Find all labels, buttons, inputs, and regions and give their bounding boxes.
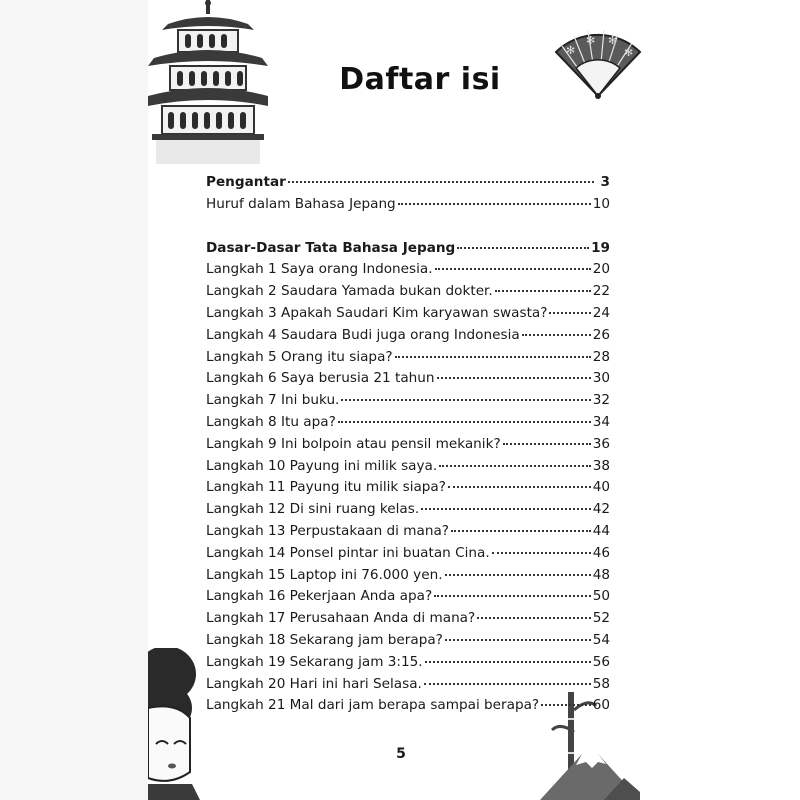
toc-entry-label: Langkah 13 Perpustakaan di mana? [206,522,450,539]
page-title: Daftar isi [339,62,501,97]
toc-entry-label: Langkah 20 Hari ini hari Selasa. [206,675,422,692]
table-of-contents [206,174,610,719]
toc-entry [206,261,610,283]
toc-entry [206,370,610,392]
toc-entry-page: 24 [592,304,610,321]
section-gap [206,218,610,240]
toc-entry [206,414,610,436]
svg-text:✻: ✻ [624,46,634,59]
toc-entry [206,523,610,545]
toc-entry-label: Dasar-Dasar Tata Bahasa Jepang [206,239,456,256]
dot-leader [434,595,591,597]
dot-leader [288,181,594,183]
toc-entry-label: Langkah 5 Orang itu siapa? [206,348,393,365]
toc-entry [206,305,610,327]
toc-entry-page: 22 [592,283,610,300]
dot-leader [522,334,591,336]
toc-entry-label: Langkah 7 Ini buku. [206,392,340,409]
dot-leader [448,486,591,488]
toc-entry-page: 42 [592,501,610,518]
dot-leader [341,399,590,401]
toc-entry-label: Langkah 10 Payung ini milik saya. [206,457,438,474]
dot-leader [435,268,591,270]
toc-entry-label: Langkah 12 Di sini ruang kelas. [206,501,420,518]
toc-entry-page: 34 [592,413,610,430]
toc-entry [206,610,610,632]
toc-entry [206,349,610,371]
toc-entry-page: 30 [592,370,610,387]
toc-entry-label: Langkah 2 Saudara Yamada bukan dokter. [206,283,493,300]
toc-entry-page: 10 [592,195,610,212]
dot-leader [445,639,591,641]
toc-entry [206,501,610,523]
toc-entry-page: 28 [592,348,610,365]
toc-entry-label: Langkah 3 Apakah Saudari Kim karyawan swasta? [206,304,548,321]
svg-text:✻: ✻ [566,44,576,57]
toc-entry [206,588,610,610]
toc-entry [206,654,610,676]
toc-entry [206,479,610,501]
toc-entry [206,327,610,349]
toc-entry [206,196,610,218]
toc-entry-label: Langkah 11 Payung itu milik siapa? [206,479,446,496]
toc-entry-page: 32 [592,392,610,409]
folding-fan-icon [552,22,644,102]
toc-entry-label: Langkah 4 Saudara Budi juga orang Indonesia [206,326,520,343]
toc-entry [206,174,610,196]
toc-entry-page: 38 [592,457,610,474]
toc-entry-label: Langkah 1 Saya orang Indonesia. [206,261,433,278]
toc-entry [206,436,610,458]
toc-entry-label: Langkah 19 Sekarang jam 3:15. [206,653,423,670]
toc-entry-page: 52 [592,610,610,627]
dot-leader [445,574,591,576]
toc-entry [206,632,610,654]
toc-entry-label: Langkah 15 Laptop ini 76.000 yen. [206,566,443,583]
dot-leader [492,552,591,554]
toc-entry-label: Langkah 16 Pekerjaan Anda apa? [206,588,433,605]
toc-entry-page: 48 [592,566,610,583]
toc-entry [206,283,610,305]
toc-entry-page: 54 [592,631,610,648]
dot-leader [421,508,591,510]
dot-leader [549,312,590,314]
toc-entry-page: 26 [592,326,610,343]
toc-entry-page: 60 [592,697,610,714]
toc-entry-page: 19 [591,239,610,256]
dot-leader [451,530,591,532]
toc-entry-page: 50 [592,588,610,605]
svg-text:✻: ✻ [608,34,618,47]
dot-leader [395,356,591,358]
dot-leader [398,203,591,205]
toc-entry [206,240,610,262]
toc-entry [206,676,610,698]
svg-text:✻: ✻ [586,34,596,47]
toc-entry-page: 3 [600,174,610,190]
dot-leader [437,377,591,379]
toc-entry [206,458,610,480]
dot-leader [439,465,591,467]
toc-entry-page: 46 [592,544,610,561]
toc-entry-page: 40 [592,479,610,496]
toc-entry [206,545,610,567]
toc-entry-label: Langkah 17 Perusahaan Anda di mana? [206,610,476,627]
toc-entry-label: Langkah 8 Itu apa? [206,413,336,430]
pagoda-icon [148,0,268,165]
toc-entry [206,392,610,414]
toc-entry-page: 20 [592,261,610,278]
dot-leader [424,683,591,685]
toc-entry-label: Langkah 6 Saya berusia 21 tahun [206,370,435,387]
toc-entry-page: 56 [592,653,610,670]
dot-leader [541,704,591,706]
dot-leader [457,247,589,249]
dot-leader [477,617,590,619]
toc-entry [206,567,610,589]
geisha-icon [148,648,200,800]
toc-entry-label: Langkah 9 Ini bolpoin atau pensil mekanik? [206,435,501,452]
toc-entry-page: 58 [592,675,610,692]
toc-entry [206,697,610,719]
toc-entry-label: Langkah 14 Ponsel pintar ini buatan Cina. [206,544,490,561]
dot-leader [495,290,591,292]
toc-entry-page: 44 [592,522,610,539]
toc-entry-label: Langkah 18 Sekarang jam berapa? [206,631,443,648]
dot-leader [338,421,591,423]
toc-entry-label: Langkah 21 Mal dari jam berapa sampai berapa? [206,697,540,714]
page-number: 5 [396,746,406,762]
toc-entry-label: Pengantar [206,174,286,190]
toc-entry-page: 36 [592,435,610,452]
dot-leader [503,443,591,445]
dot-leader [425,661,591,663]
toc-entry-label: Huruf dalam Bahasa Jepang [206,195,396,212]
